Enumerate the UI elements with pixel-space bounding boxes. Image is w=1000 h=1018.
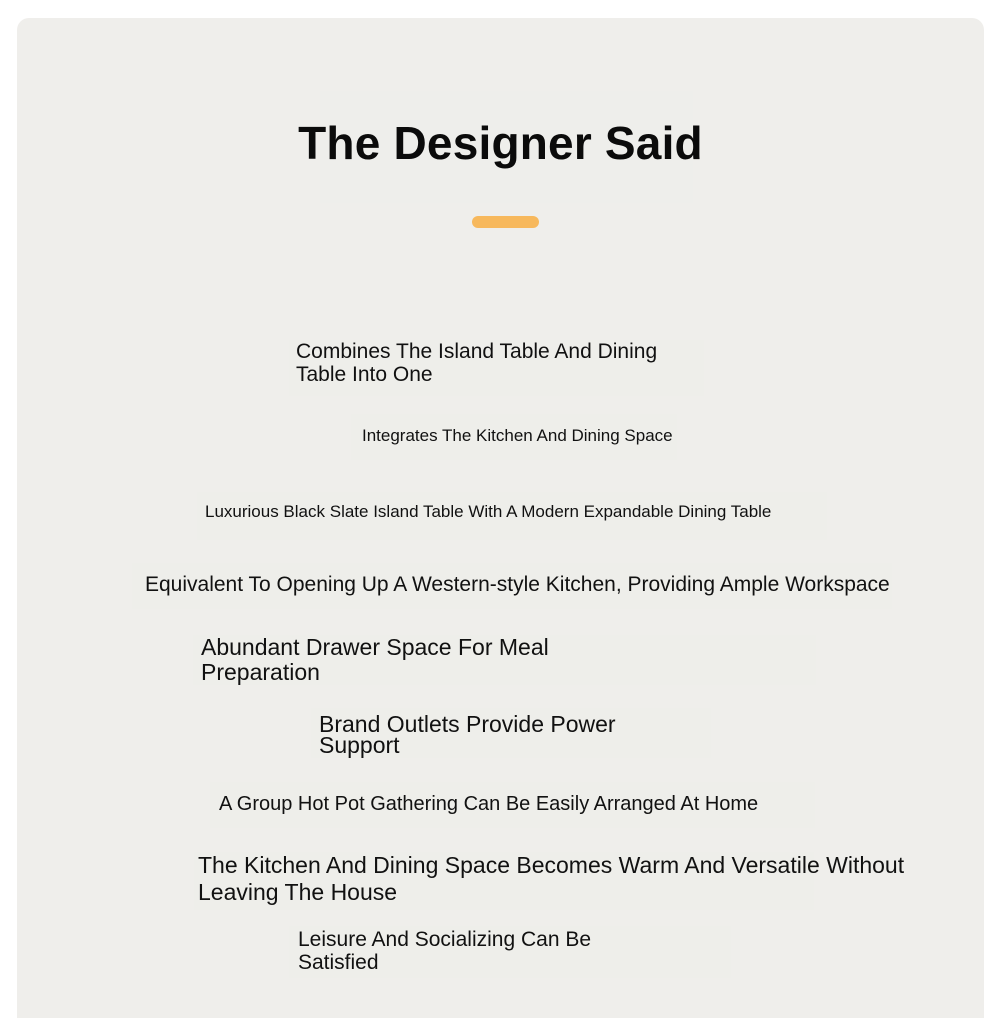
phrase-text: Luxurious Black Slate Island Table With A Modern Expandable Dining Table (205, 502, 772, 521)
phrase-text: The Kitchen And Dining Space Becomes Warm And Versatile Without Leaving The House (198, 852, 905, 905)
page-title: The Designer Said (298, 117, 703, 169)
phrase-item (289, 926, 731, 978)
phrase-item (194, 852, 905, 910)
phrase-item (132, 563, 892, 609)
phrase-text: Leisure And Socializing Can Be Satisfied (298, 928, 592, 974)
title-accent-bar (472, 216, 539, 228)
phrase-text: Abundant Drawer Space For Meal Preparation (201, 634, 549, 685)
phrase-item (193, 635, 816, 685)
phrase-item (210, 782, 815, 828)
phrase-text: Equivalent To Opening Up A Western-style Kitchen, Providing Ample Workspace (145, 573, 890, 596)
phrase-item (351, 414, 677, 460)
phrase-text: A Group Hot Pot Gathering Can Be Easily Arranged At Home (219, 793, 759, 815)
phrase-text: Brand Outlets Provide Power Support (319, 711, 616, 758)
phrase-text: Integrates The Kitchen And Dining Space (362, 426, 673, 445)
phrase-item (289, 340, 704, 396)
phrase-item (311, 708, 711, 758)
content-card (17, 18, 984, 1018)
phrase-text: Combines The Island Table And Dining Table Into One (296, 340, 658, 386)
phrase-item (197, 492, 827, 540)
